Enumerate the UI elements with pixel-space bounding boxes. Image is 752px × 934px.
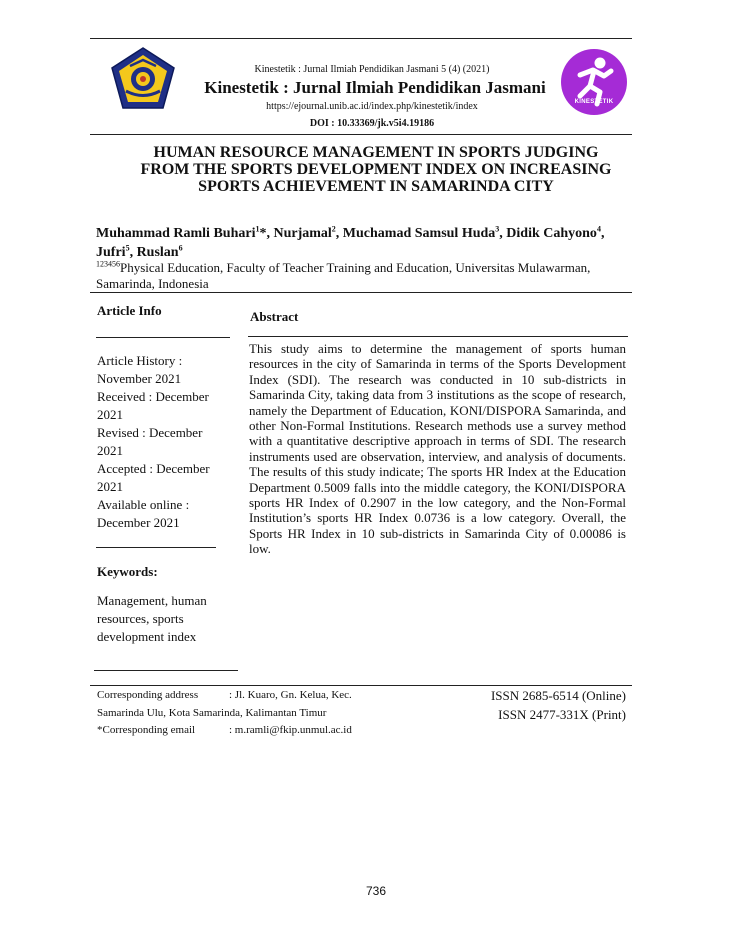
corresponding-address-label: Corresponding address xyxy=(97,689,199,701)
page-number: 736 xyxy=(365,884,387,898)
history-rule xyxy=(96,547,216,548)
history-line: Available online : xyxy=(97,497,190,512)
issn-print: ISSN 2477-331X (Print) xyxy=(498,707,626,722)
right-logo-label: KINESTETIK xyxy=(574,99,614,105)
keywords-line: Management, human xyxy=(97,593,207,608)
header-bottom-rule xyxy=(90,134,632,135)
author-name: Muhammad Ramli Buhari xyxy=(96,226,256,241)
history-line: November 2021 xyxy=(97,371,182,386)
history-line: 2021 xyxy=(97,443,123,458)
corresponding-address-value: : Jl. Kuaro, Gn. Kelua, Kec. xyxy=(229,689,352,701)
corresponding-mark: * xyxy=(259,226,267,241)
author-affiliation-mark: 2 xyxy=(331,224,336,234)
paper-title xyxy=(96,144,656,195)
keywords-list xyxy=(97,592,227,646)
history-line: 2021 xyxy=(97,407,123,422)
affiliation-text: Physical Education, Faculty of Teacher Training and Education, Universitas Mulawarman, Samarinda, Indonesia xyxy=(96,260,591,291)
paper-title-line: HUMAN RESOURCE MANAGEMENT IN SPORTS JUDGING xyxy=(153,144,599,161)
author-name: Ruslan xyxy=(136,245,179,260)
issn-online: ISSN 2685-6514 (Online) xyxy=(490,688,626,703)
article-info-heading: Article Info xyxy=(97,303,162,318)
doi-line[interactable]: DOI : 10.33369/jk.v5i4.19186 xyxy=(309,118,435,129)
author-affiliation-mark: 6 xyxy=(178,243,183,253)
author-name: Didik Cahyono xyxy=(506,226,597,241)
author-affiliation-mark: 3 xyxy=(495,224,500,234)
keywords-rule xyxy=(94,670,238,671)
corresponding-email-value[interactable]: : m.ramli@fkip.unmul.ac.id xyxy=(229,724,352,736)
history-line: Accepted : December xyxy=(97,461,210,476)
author-name: Muchamad Samsul Huda xyxy=(342,226,496,241)
issn-block xyxy=(470,686,626,724)
journal-title: Kinestetik : Jurnal Ilmiah Pendidikan Jasmani xyxy=(204,78,546,97)
article-info-rule xyxy=(96,337,230,338)
journal-issue-line: Kinestetik : Jurnal Ilmiah Pendidikan Jasmani 5 (4) (2021) xyxy=(254,64,490,75)
keywords-heading: Keywords: xyxy=(97,564,158,579)
history-line: Revised : December xyxy=(97,425,203,440)
history-line: December 2021 xyxy=(97,515,180,530)
history-line: Received : December xyxy=(97,389,209,404)
article-history xyxy=(97,352,227,532)
keywords-line: development index xyxy=(97,629,197,644)
header-top-rule xyxy=(90,38,632,39)
author-name: Jufri xyxy=(96,245,126,260)
abstract-heading: Abstract xyxy=(250,309,299,324)
abstract-text: This study aims to determine the management of sports human resources in the city of Samarinda in terms of the Sports Development Index (SDI). The research was conducted in 10 sub-districts in Samarinda City, taking data from 3 institutions as the scope of research, namely the Department of Education, KONI/DISPORA Samarinda, and other Non-Formal Institutions. Research methods use a survey method with a quantitative descriptive approach in terms of SDI. The research instruments used are observation, interview, and analysis of documents. The results of this study indicate; The sports HR Index at the Education Department 0.5009 falls into the middle category, the KONI/DISPORA sports HR Index of 0.2907 in the low category, and the Non-Formal Institution’s sports HR Index 0.0736 is a low category. Overall, the Sports HR Index in 10 sub-districts in Samarinda City of 0.00086 is low. xyxy=(249,341,626,557)
corresponding-email-label: *Corresponding email xyxy=(97,724,196,736)
paper-title-line: SPORTS ACHIEVEMENT IN SAMARINDA CITY xyxy=(198,178,554,195)
abstract-rule xyxy=(248,336,628,337)
journal-url[interactable]: https://ejournal.unib.ac.id/index.php/kinestetik/index xyxy=(266,101,478,112)
corresponding-address-line2: Samarinda Ulu, Kota Samarinda, Kalimantan Timur xyxy=(97,707,327,719)
affiliation-rule xyxy=(90,292,632,293)
history-line: Article History : xyxy=(97,353,183,368)
affiliation xyxy=(96,260,636,292)
history-line: 2021 xyxy=(97,479,123,494)
author-affiliation-mark: 4 xyxy=(596,224,601,234)
university-emblem-icon xyxy=(108,46,178,112)
keywords-line: resources, sports xyxy=(97,611,184,626)
affiliation-mark: 123456 xyxy=(96,259,120,269)
running-figure-icon xyxy=(560,48,628,116)
author-list: Muhammad Ramli Buhari$^1$*, Nurjamal$^2$, Muchamad Samsul Huda$^3$, Didik Cahyono$^4$, Jufri$^5$, Ruslan$^6$ xyxy=(96,224,605,260)
author-affiliation-mark: 1 xyxy=(255,224,260,234)
author-name: Nurjamal xyxy=(273,226,332,241)
paper-title-line: FROM THE SPORTS DEVELOPMENT INDEX ON INCREASING xyxy=(140,161,612,178)
author-affiliation-mark: 5 xyxy=(125,243,130,253)
